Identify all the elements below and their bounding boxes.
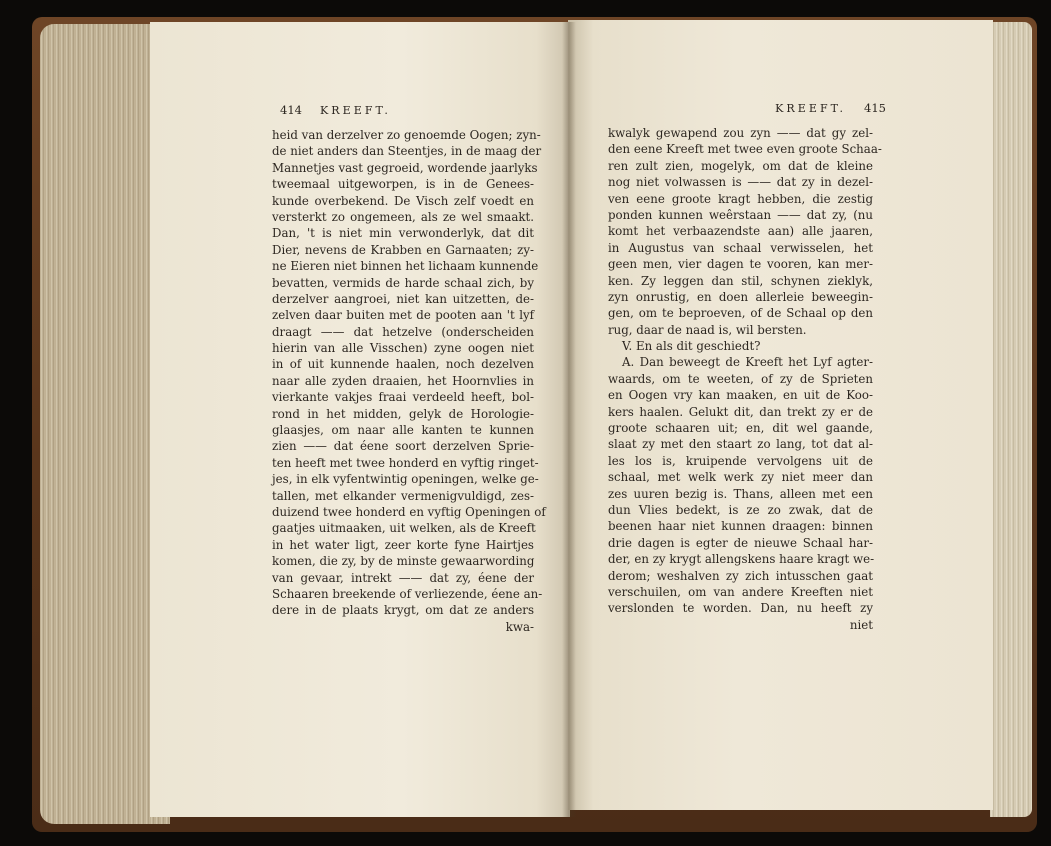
- text-line: dun Vlies bedekt, is ze zo zwak, dat de: [608, 502, 873, 517]
- text-line: schaal, met welk werk zy niet meer dan: [608, 470, 873, 485]
- text-line: gen, om te beproeven, of de Schaal op den: [608, 306, 873, 321]
- text-line: zes uuren bezig is. Thans, alleen met een: [608, 486, 873, 501]
- text-line: rond in het midden, gelyk de Horologie-: [272, 406, 534, 421]
- text-line: beenen haar niet kunnen draagen: binnen: [608, 519, 873, 534]
- text-line: Schaaren breekende of verliezende, éene an-: [272, 586, 543, 601]
- text-line: ken. Zy leggen dan stil, schynen zieklyk,: [608, 273, 873, 288]
- text-line: versterkt zo ongemeen, als ze wel smaakt.: [272, 209, 534, 224]
- right-page-edges: [990, 22, 1032, 817]
- text-line: naar alle zyden draaien, het Hoornvlies in: [272, 373, 534, 388]
- text-line: tweemaal uitgeworpen, is in de Genees-: [272, 177, 534, 192]
- text-line: komen, die zy, by de minste gewaarwording: [272, 554, 535, 569]
- left-page-header: [280, 102, 480, 119]
- text-line: vierkante vakjes fraai verdeeld heeft, bol-: [272, 390, 534, 405]
- left-page-number: 414: [280, 103, 302, 117]
- text-line: zelven daar buiten met de pooten aan 't lyf: [272, 308, 534, 323]
- text-line: kunde overbekend. De Visch zelf voedt en: [272, 193, 534, 208]
- left-page: [150, 22, 570, 817]
- text-line: glaasjes, om naar alle kanten te kunnen: [272, 423, 534, 438]
- text-line: Dier, nevens de Krabben en Garnaaten; zy-: [272, 242, 534, 257]
- text-line: slaat zy met den staart zo lang, tot dat al-: [608, 437, 873, 452]
- text-line: ponden kunnen weêrstaan —— dat zy, (nu: [608, 207, 873, 222]
- book-gutter: [562, 22, 576, 817]
- text-line: rug, daar de naad is, wil bersten.: [608, 322, 807, 337]
- text-line: derzelver aangroei, niet kan uitzetten, de-: [272, 291, 534, 306]
- text-line: zien —— dat éene soort derzelven Sprie-: [272, 439, 534, 454]
- right-page-number: 415: [864, 101, 886, 115]
- answer-line: A. Dan beweegt de Kreeft het Lyf agter-: [622, 355, 873, 370]
- text-line: derom; weshalven zy zich intusschen gaat: [608, 568, 873, 583]
- text-line: nog niet volwassen is —— dat zy in dezel-: [608, 175, 873, 190]
- catchword: niet: [849, 617, 873, 632]
- text-line: duizend twee honderd en vyftig Openingen of: [272, 504, 546, 519]
- right-page-header: [676, 100, 886, 117]
- text-line: groote schaaren uit; en, dit wel gaande,: [608, 421, 873, 436]
- text-line: geen men, vier dagen te vooren, kan mer-: [608, 257, 873, 272]
- text-line: bevatten, vermids de harde schaal zich, by: [272, 275, 534, 290]
- text-line: zyn onrustig, en doen allerleie beweegin-: [608, 289, 873, 304]
- text-line: en Oogen vry kan maaken, en uit de Koo-: [608, 388, 873, 403]
- text-line: Dan, 't is niet min verwonderlyk, dat dit: [272, 226, 534, 241]
- text-line: les los is, kruipende vervolgens uit de: [608, 453, 873, 468]
- left-running-head: KREEFT.: [319, 104, 391, 117]
- text-line: in het water ligt, zeer korte fyne Hairtjes: [272, 537, 534, 552]
- text-line: ven eene groote kragt hebben, die zestig: [608, 191, 873, 206]
- text-line: verschuilen, om van andere Kreeften niet: [608, 584, 873, 599]
- catchword: kwa-: [505, 619, 534, 634]
- text-line: ten heeft met twee honderd en vyftig ringet-: [272, 455, 539, 470]
- text-line: den eene Kreeft met twee even groote Schaa-: [608, 142, 882, 157]
- text-line: dere in de plaats krygt, om dat ze anders: [272, 603, 534, 618]
- text-line: kwalyk gewapend zou zyn —— dat gy zel-: [608, 126, 873, 140]
- text-line: gaatjes uitmaaken, uit welken, als de Kreeft: [272, 521, 536, 536]
- text-line: waards, om te weeten, of zy de Sprieten: [608, 371, 873, 386]
- text-line: komt het verbaazendste aan) alle jaaren,: [608, 224, 873, 239]
- text-line: van gevaar, intrekt —— dat zy, éene der: [272, 570, 534, 585]
- question-line: V. En als dit geschiedt?: [622, 339, 761, 354]
- text-line: de niet anders dan Steentjes, in de maag der: [272, 144, 542, 159]
- text-line: ne Eieren niet binnen het lichaam kunnende: [272, 259, 539, 274]
- text-line: draagt —— dat hetzelve (onderscheiden: [272, 324, 534, 339]
- text-line: verslonden te worden. Dan, nu heeft zy: [608, 601, 873, 616]
- text-line: drie dagen is egter de nieuwe Schaal har-: [608, 535, 873, 550]
- text-line: in Augustus van schaal verwisselen, het: [608, 240, 873, 255]
- text-line: kers haalen. Gelukt dit, dan trekt zy er de: [608, 404, 873, 419]
- right-page-text: [608, 125, 882, 633]
- text-line: der, en zy krygt allengskens haare kragt we-: [608, 552, 875, 567]
- right-page: [568, 20, 993, 810]
- text-line: ren zult zien, mogelyk, om dat de kleine: [608, 158, 873, 173]
- text-line: in of uit kunnende haalen, noch dezelven: [272, 357, 534, 372]
- text-line: jes, in elk vyfentwintig openingen, welke ge-: [272, 472, 539, 487]
- text-line: Mannetjes vast gegroeid, wordende jaarlyks: [272, 160, 538, 175]
- text-line: heid van derzelver zo genoemde Oogen; zyn-: [272, 128, 541, 142]
- left-page-text: [272, 127, 546, 635]
- right-running-head: KREEFT.: [775, 102, 847, 115]
- text-line: hierin van alle Visschen) zyne oogen niet: [272, 341, 534, 356]
- text-line: tallen, met elkander vermenigvuldigd, zes-: [272, 488, 534, 503]
